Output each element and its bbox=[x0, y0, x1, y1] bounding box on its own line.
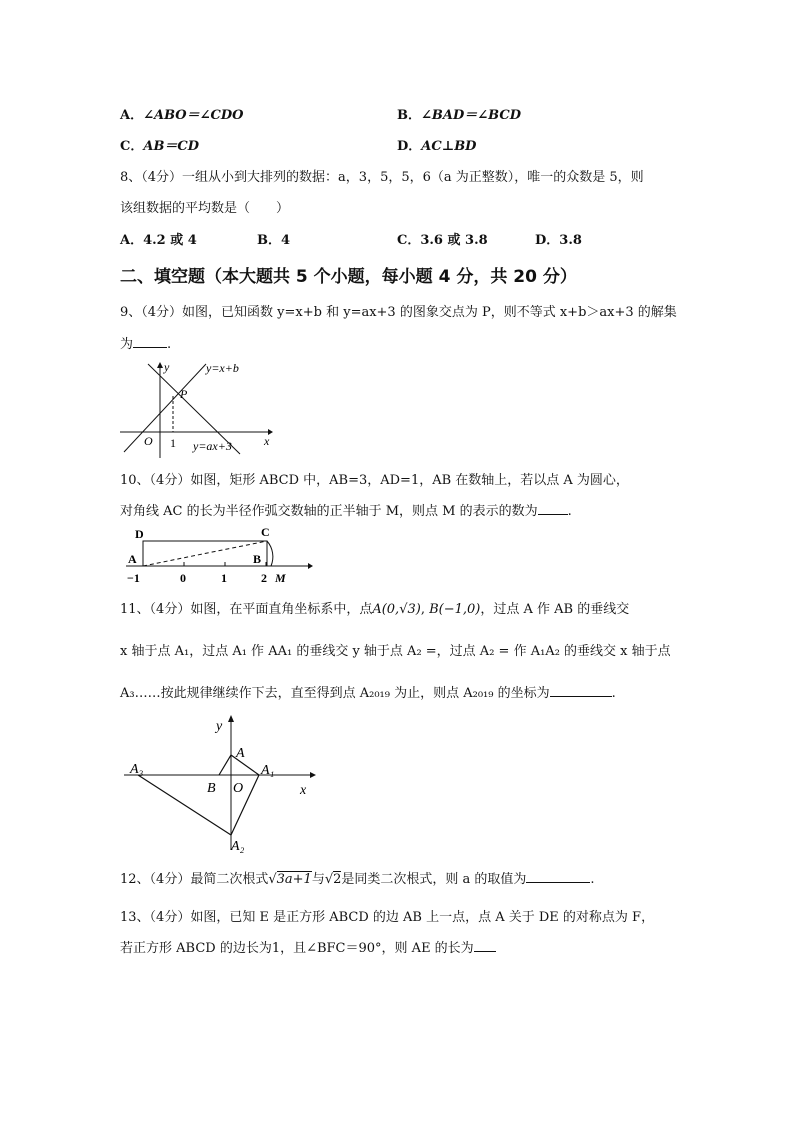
q10-figure bbox=[118, 522, 318, 586]
q13-stem-line1: 13、（4分）如图，已知 E 是正方形 ABCD 的边 AB 上一点，点 A 关于 DE 的对称点为 F， bbox=[120, 910, 655, 925]
q10-answer-blank[interactable] bbox=[538, 502, 568, 515]
q10-number-line-arrow bbox=[308, 563, 313, 569]
q10-stem-line1: 10、（4分）如图，矩形 ABCD 中，AB=3，AD=1，AB 在数轴上，若以点 A 为圆心， bbox=[120, 473, 629, 488]
q9-label-line2: y=ax+3 bbox=[193, 439, 232, 453]
q9-label-x: x bbox=[264, 434, 270, 448]
section-2-title: 二、填空题（本大题共 5 个小题，每小题 4 分，共 20 分） bbox=[120, 267, 577, 287]
q9-label-y: y bbox=[164, 360, 170, 374]
q13-stem-line2: 若正方形 ABCD 的边长为1，且∠BFC＝90°，则 AE 的长为 bbox=[120, 937, 496, 956]
q11-label-a2: A₂ bbox=[231, 839, 245, 854]
q9-label-one: 1 bbox=[170, 436, 176, 450]
q10-tick-label-2: 2 bbox=[261, 571, 267, 585]
q11-y-arrow bbox=[228, 715, 234, 722]
q9-label-o: O bbox=[144, 434, 153, 448]
q10-tick-label-1: 1 bbox=[221, 571, 227, 585]
q9-stem-line2: 为 . bbox=[120, 337, 172, 352]
q10-label-m: M bbox=[275, 571, 286, 585]
q11-figure bbox=[118, 710, 328, 860]
q11-label-a: A bbox=[236, 746, 245, 761]
q9-figure bbox=[118, 360, 278, 460]
q8-option-d: D．3.8 bbox=[535, 233, 582, 248]
q12-stem: 12、（4分）最简二次根式√3a+1与√2是同类二次根式，则 a 的取值为 . bbox=[120, 872, 595, 887]
q7-option-b: B．∠BAD＝∠BCD bbox=[397, 108, 521, 123]
q9-y-arrow bbox=[157, 362, 163, 368]
q8-stem-line2: 该组数据的平均数是（ ） bbox=[120, 201, 290, 216]
q11-stem-line1: 11、（4分）如图，在平面直角坐标系中，点A(0,√3), B(−1,0)，过点 A 作 AB 的垂线交 bbox=[120, 602, 630, 617]
q11-answer-blank[interactable] bbox=[550, 684, 612, 697]
q11-label-x: x bbox=[300, 783, 307, 798]
q8-option-a: A．4.2 或 4 bbox=[120, 233, 197, 248]
q8-option-b: B．4 bbox=[257, 233, 291, 248]
q12-radical-1: √3a+1 bbox=[268, 872, 312, 887]
q12-radical-2: √2 bbox=[324, 872, 342, 887]
q7-option-c: C．AB＝CD bbox=[120, 139, 200, 154]
q10-label-c: C bbox=[261, 525, 270, 539]
q12-answer-blank[interactable] bbox=[526, 870, 590, 883]
q10-arc bbox=[267, 541, 273, 566]
q10-label-b: B bbox=[253, 552, 262, 566]
q10-tick-label-m1: −1 bbox=[127, 571, 140, 585]
q11-label-b: B bbox=[207, 781, 216, 796]
q11-label-y: y bbox=[216, 719, 223, 734]
q10-stem-line2: 对角线 AC 的长为半径作弧交数轴的正半轴于 M，则点 M 的表示的数为 . bbox=[120, 504, 572, 519]
q7-option-a: A．∠ABO＝∠CDO bbox=[120, 108, 244, 123]
q9-answer-blank[interactable] bbox=[133, 335, 167, 348]
q9-label-p: P bbox=[180, 387, 188, 401]
q10-tick-label-0: 0 bbox=[180, 571, 186, 585]
q9-stem-line1: 9、（4分）如图，已知函数 y=x+b 和 y=ax+3 的图象交点为 P，则不等式 x+b＞ax+3 的解集 bbox=[120, 305, 677, 320]
q10-label-a: A bbox=[128, 552, 137, 566]
q11-stem-line2: x 轴于点 A₁，过点 A₁ 作 AA₁ 的垂线交 y 轴于点 A₂ =，过点 A₂ = 作 A₁A₂ 的垂线交 x 轴于点 bbox=[120, 644, 671, 659]
q8-stem-line1: 8、（4分）一组从小到大排列的数据：a，3，5，5，6（a 为正整数），唯一的众数是 5，则 bbox=[120, 170, 644, 185]
q11-point-b: B(−1,0) bbox=[429, 602, 481, 617]
q11-label-a3: A₃ bbox=[130, 762, 144, 777]
q10-diagonal bbox=[143, 541, 267, 566]
q11-x-arrow bbox=[310, 772, 316, 778]
q8-option-c: C．3.6 或 3.8 bbox=[397, 233, 488, 248]
q13-answer-blank[interactable] bbox=[474, 939, 496, 952]
q11-stem-line3: A₃……按此规律继续作下去，直至得到点 A₂₀₁₉ 为止，则点 A₂₀₁₉ 的坐标为 . bbox=[120, 686, 616, 701]
q10-label-d: D bbox=[135, 527, 144, 541]
q9-label-line1: y=x+b bbox=[206, 361, 239, 375]
q11-label-o: O bbox=[233, 781, 244, 796]
q11-label-a1: A₁ bbox=[261, 763, 275, 778]
q11-point-a: A(0,√3) bbox=[372, 602, 421, 617]
q7-option-d: D．AC⊥BD bbox=[397, 139, 477, 154]
